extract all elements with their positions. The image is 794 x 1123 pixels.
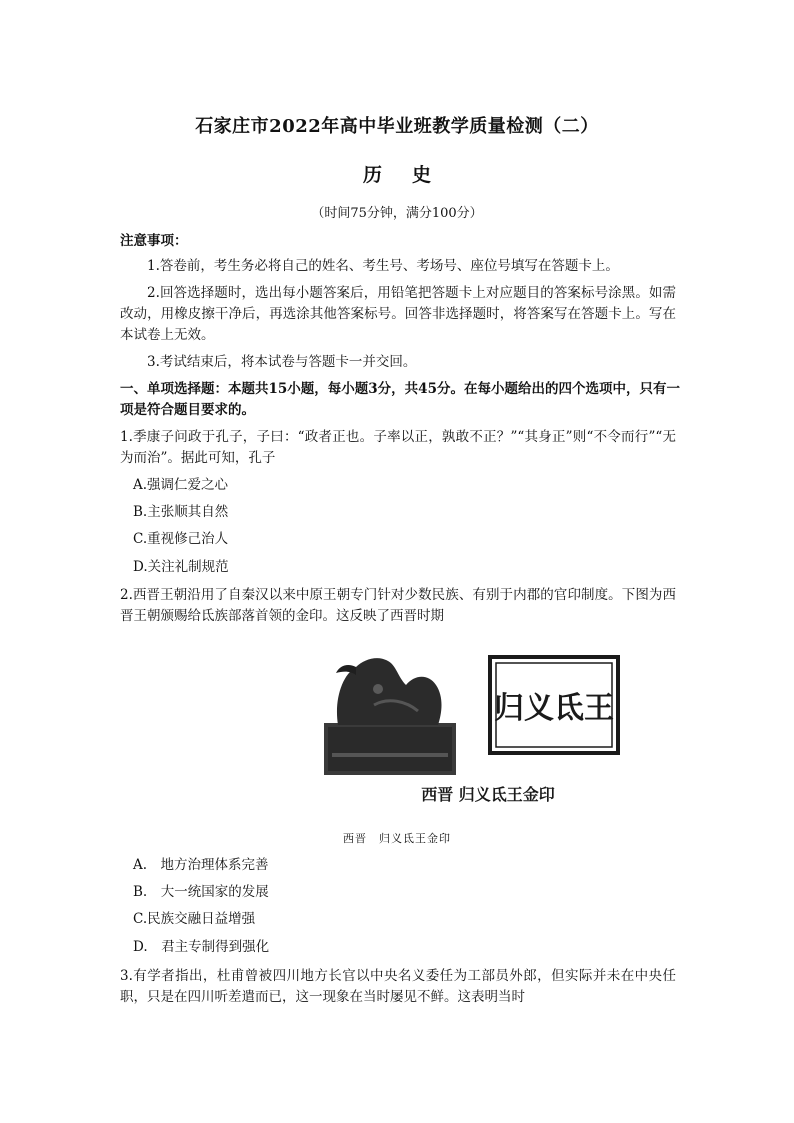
- notice-item-3: 3.考试结束后，将本试卷与答题卡一并交回。: [147, 354, 417, 370]
- seal-impression-text: 归义氐王: [494, 691, 614, 726]
- figure-caption: 西晋 归义氐王金印: [343, 832, 451, 845]
- subject-heading: 历史: [362, 164, 461, 186]
- time-note: （时间75分钟，满分100分）: [311, 206, 483, 221]
- seal-impression: [490, 657, 618, 753]
- question-3-stem: 3.有学者指出，杜甫曾被四川地方长官以中央名义委任为工部员外郎，但实际并未在中央任职，只是在四川听差遣而已，这一现象在当时屡见不鲜。这表明当时: [120, 968, 676, 1005]
- notice-item-2: 2.回答选择题时，选出每小题答案后，用铅笔把答题卡上对应题目的答案标号涂黑。如需改动，用橡皮擦干净后，再选涂其他答案标号。回答非选择题时，将答案写在答题卡上。写在本试卷上无效。: [120, 285, 676, 343]
- figure-label: 西晋 归义氐王金印: [421, 785, 555, 804]
- question-1-option-d: D.关注礼制规范: [133, 559, 229, 575]
- exam-title: 石家庄市2022年高中毕业班教学质量检测（二）: [195, 116, 599, 137]
- question-2-option-a: A. 地方治理体系完善: [133, 857, 269, 873]
- section-heading: 一、单项选择题：本题共15小题，每小题3分，共45分。在每小题给出的四个选项中，只有一项是符合题目要求的。: [120, 381, 680, 418]
- question-1-option-c: C.重视修己治人: [133, 531, 229, 547]
- question-1-stem: 1.季康子问政于孔子，子曰：“政者正也。子率以正，孰敢不正？”“其身正”则“不令而行”“无为而治”。据此可知，孔子: [120, 429, 676, 466]
- notice-item-1: 1.答卷前，考生务必将自己的姓名、考生号、考场号、座位号填写在答题卡上。: [147, 258, 619, 274]
- question-2-option-b: B. 大一统国家的发展: [133, 884, 269, 900]
- seal-object-photo: [324, 658, 456, 775]
- seal-illustration: [318, 645, 650, 813]
- question-1-option-b: B.主张顺其自然: [133, 504, 229, 520]
- question-2-stem: 2.西晋王朝沿用了自秦汉以来中原王朝专门针对少数民族、有别于内郡的官印制度。下图为西晋王朝颁赐给氐族部落首领的金印。这反映了西晋时期: [120, 587, 676, 624]
- notice-heading: 注意事项：: [120, 233, 188, 249]
- question-2-option-c: C.民族交融日益增强: [133, 911, 256, 927]
- question-2-option-d: D. 君主专制得到强化: [133, 939, 270, 955]
- question-1-option-a: A.强调仁爱之心: [133, 477, 229, 493]
- gold-seal-figure: [318, 645, 650, 813]
